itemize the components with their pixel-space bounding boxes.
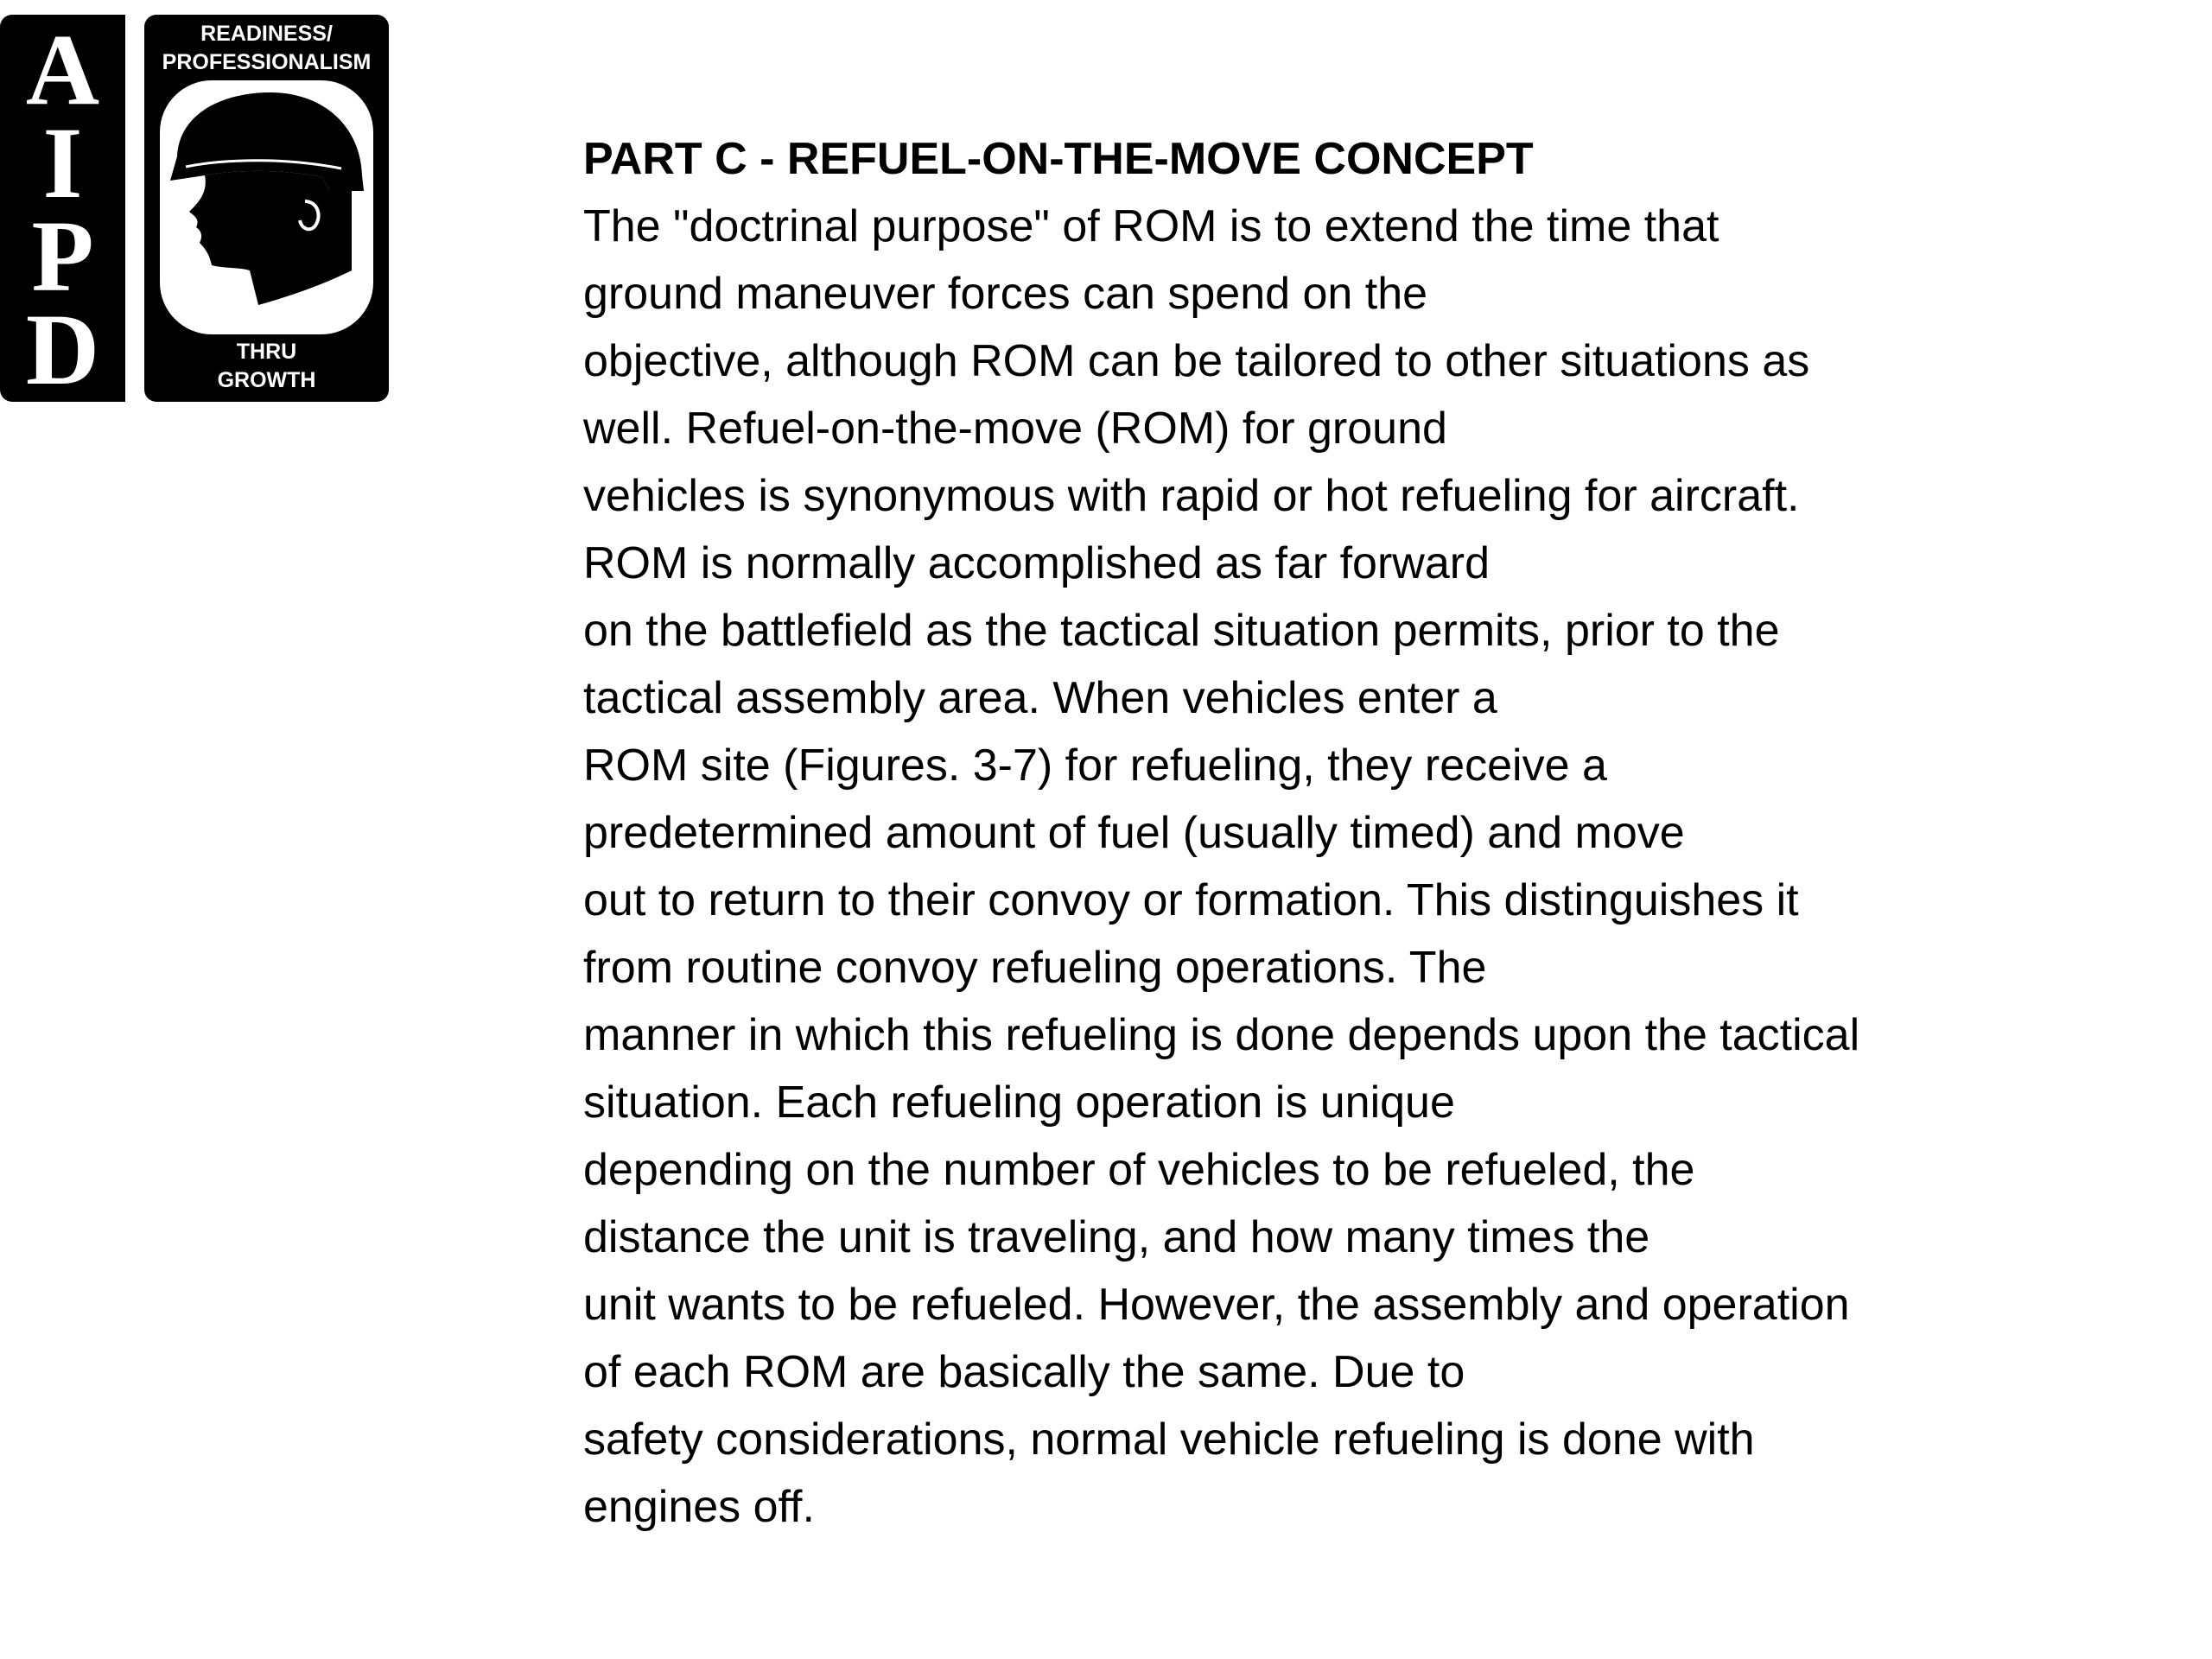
logo-bottom-text xyxy=(144,338,389,395)
text-line: ROM site (Figures. 3-7) for refueling, they receive a xyxy=(583,741,1607,791)
text-line: vehicles is synonymous with rapid or hot refueling for aircraft. xyxy=(583,471,1800,521)
text-line: The "doctrinal purpose" of ROM is to extend the time that xyxy=(583,201,1719,251)
text-line: on the battlefield as the tactical situation permits, prior to the xyxy=(583,606,1780,656)
text-line: well. Refuel-on-the-move (ROM) for ground xyxy=(583,404,1447,454)
text-line: from routine convoy refueling operations. The xyxy=(583,943,1487,993)
document-title: PART C - REFUEL-ON-THE-MOVE CONCEPT xyxy=(583,134,1534,184)
text-line: predetermined amount of fuel (usually timed) and move xyxy=(583,808,1685,858)
logo-letter-p: P xyxy=(31,200,94,313)
text-line: manner in which this refueling is done depends upon the tactical xyxy=(583,1010,1860,1060)
logo-top-text xyxy=(144,20,389,77)
logo-letter-column xyxy=(0,13,125,406)
logo-letter-i: I xyxy=(42,106,83,219)
logo-letter-a: A xyxy=(25,13,100,126)
logo-bottom-line-2: GROWTH xyxy=(217,368,316,392)
text-line: tactical assembly area. When vehicles enter a xyxy=(583,673,1497,723)
text-line: out to return to their convoy or formation. This distinguishes it xyxy=(583,875,1799,925)
logo-top-line-2: PROFESSIONALISM xyxy=(162,50,372,74)
text-line: ground maneuver forces can spend on the xyxy=(583,269,1428,319)
logo-panel xyxy=(144,15,389,402)
text-line: of each ROM are basically the same. Due to xyxy=(583,1347,1465,1397)
aipd-logo xyxy=(0,13,389,406)
text-line: safety considerations, normal vehicle refueling is done with xyxy=(583,1414,1755,1465)
document-body xyxy=(583,125,2190,1541)
text-line: distance the unit is traveling, and how many times the xyxy=(583,1212,1650,1262)
logo-letter-d: D xyxy=(25,293,100,406)
soldier-helmet-emblem-icon xyxy=(160,80,373,334)
logo-bottom-line-1: THRU xyxy=(236,340,297,364)
text-line: objective, although ROM can be tailored to other situations as xyxy=(583,336,1810,386)
logo-top-line-1: READINESS/ xyxy=(200,22,333,46)
text-line: depending on the number of vehicles to be refueled, the xyxy=(583,1145,1695,1195)
text-line: unit wants to be refueled. However, the assembly and operation xyxy=(583,1280,1850,1330)
text-line: engines off. xyxy=(583,1482,815,1532)
soldier-silhouette-icon xyxy=(160,80,373,334)
text-line: ROM is normally accomplished as far forward xyxy=(583,538,1490,588)
text-line: situation. Each refueling operation is unique xyxy=(583,1077,1455,1128)
